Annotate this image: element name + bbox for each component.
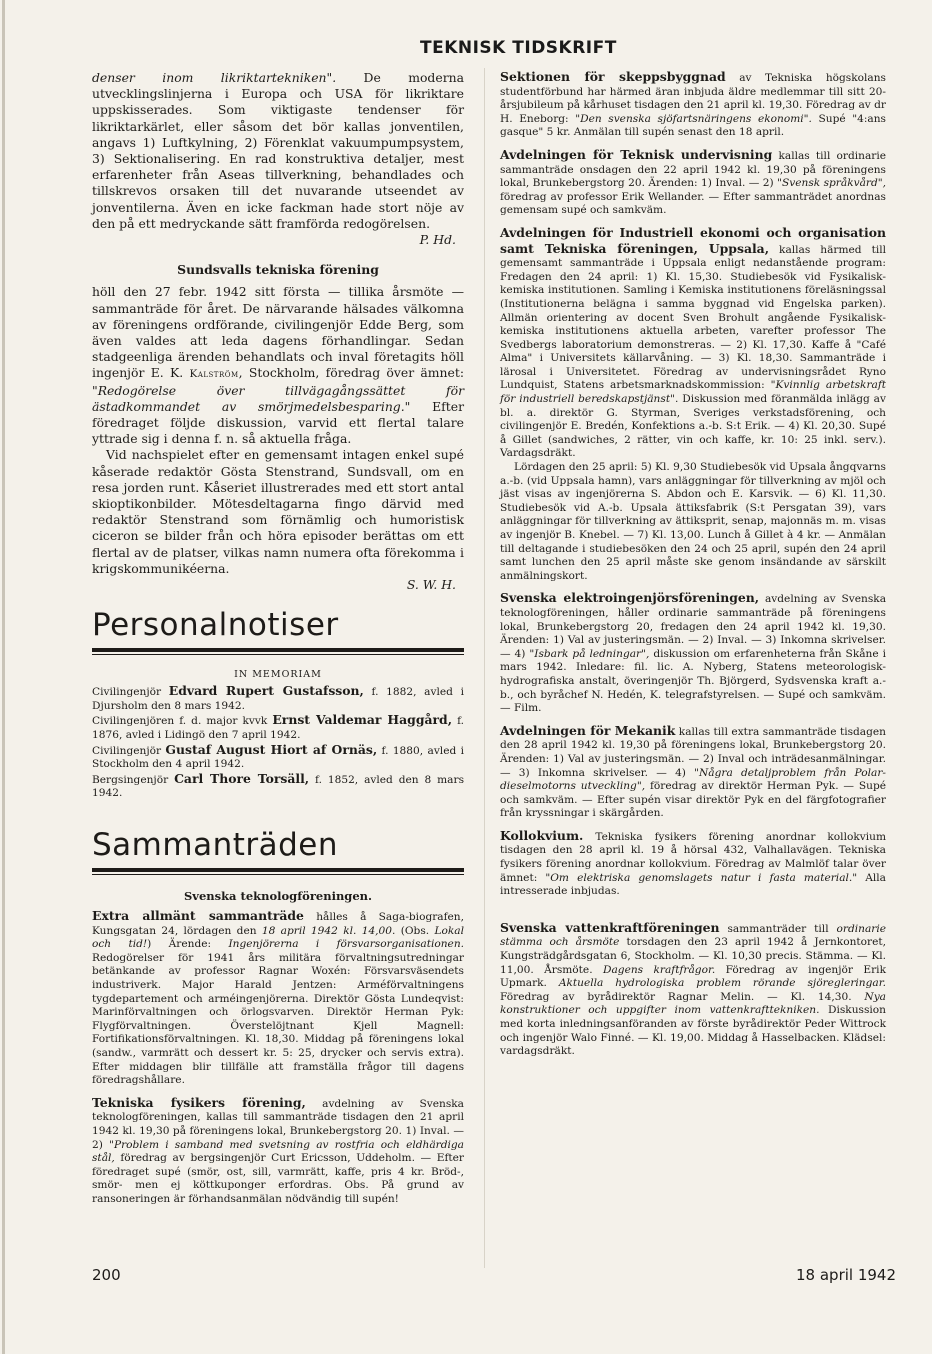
memoriam-entry (92, 684, 464, 713)
entry-pre: Civilingenjör (92, 686, 169, 699)
vatten-c: Föredrag av ingenjör Erik Upmark. (500, 963, 886, 990)
mekanik-paragraph (500, 724, 886, 821)
elektro-a: avdelning av Svenska teknologföreningen, håller ordinarie sammanträde på föreningens lokal, Brunkebergstorg 20, fredagen den 24 april 1942 kl. 19,30. Ärenden: 1) Val av justeringsmän. — 2) Inval. — 3) Inkomna skrivelser. — 4) (500, 593, 887, 660)
issue-date: 18 april 1942 (796, 1266, 897, 1284)
sundsvall-heading: Sundsvalls tekniska förening (177, 262, 379, 278)
skepps-a: av Tekniska högskolans studentförbund har härmed äran inbjuda äldre medlemmar till sitt 20-årsjubileum på kårhuset tisdagen den 21 april kl. 19,30. Föredrag av dr H. Eneborg: (500, 72, 886, 125)
fysiker-paragraph (92, 1096, 464, 1207)
entry-pre: Civilingenjören f. d. major kvvk (92, 715, 273, 728)
entry-post: f. 1880, avled i Stockholm den 4 april 1942. (92, 744, 464, 771)
heading-rule-thin (92, 654, 464, 655)
kollokvium-b: Alla intresserade inbjudas. (500, 871, 886, 898)
personalnotiser-heading: Personalnotiser (92, 607, 339, 644)
skepps-title: "Den svenska sjöfartsnäringens ekonomi". (575, 112, 812, 125)
deceased-name: Gustaf August Hiort af Ornäs, (165, 741, 378, 757)
extra-meeting-head: Extra allmänt sammanträde (92, 908, 304, 924)
deceased-name: Ernst Valdemar Haggård, (272, 712, 453, 728)
industriell-paragraph (500, 226, 886, 461)
page-edge (2, 0, 5, 1354)
deceased-name: Edvard Rupert Gustafsson, (168, 683, 364, 699)
intro-text: De moderna utvecklingslinjerna i Europa och USA för likriktare uppskisserades. Som viktigaste tendenser för likriktarkärlet, eller såsom det bör kallas jonventilen, angavs 1) Luftkylning, 2) Förenklat vakuumpumpsystem, 3) Sektionalisering. En rad konstruktiva detaljer, mest erfarenheter från Aseas tillverkning, behandlades och tillskrevos orsaken till det nuvarande utseendet av jonventilerna. Även en icke fackman hade stort nöje av den på ett medryckande sätt framförda redogörelsen. (92, 70, 464, 231)
extra-c: Lokal och tid! (92, 924, 465, 951)
journal-title: TEKNISK TIDSKRIFT (420, 38, 617, 58)
extra-meeting-paragraph (92, 909, 464, 1088)
page-number: 200 (92, 1266, 121, 1284)
in-memoriam-label: IN MEMORIAM (234, 669, 322, 681)
sundsvall-p1b: , Stockholm, föredrag över ämnet: (238, 365, 465, 381)
sundsvall-paragraph-2: Vid nachspielet efter en gemensamt intagen enkel supé kåserade redaktör Gösta Stenstrand, Sundsvall, om en resa jorden runt. Kåseriet illustrerades med ett stort antal skioptikonbilder. Mötesdeltagarna fingo därvid med redaktör Stenstrand som förnämlig och humoristisk ciceron se bilder från och höra episoder berättas om ett flertal av de platser, vilkas namn numera ofta förekomma i krigskommunikéerna. (92, 447, 464, 576)
vattenkraft-head: Svenska vattenkraftföreningen (500, 919, 720, 935)
fysiker-a: avdelning av Svenska teknologföreningen, kallas till sammanträde tisdagen den 21 april 1942 kl. 19,30 på föreningens lokal, Brunkebergstorg 20. 1) Inval. — 2) (92, 1097, 465, 1151)
industriell-title: "Kvinnlig arbetskraft för industriell beredskapstjänst". (500, 379, 886, 406)
industriell-b: Diskussion med föranmälda inlägg av bl. a. direktör G. Styrman, Sveriges verkstadsförening, och civilingenjör E. Bredén, Konfektions a.-b. S:t Erik. — 4) Kl. 20,30. Supé å Gillet (sandwiches, 2 rätter, vin och kaffe, kr. 10: 25 inkl. serv.). Vardagsdräkt. (500, 393, 886, 460)
sundsvall-p1c: Efter föredraget följde diskussion, varvid ett flertal talare yttrade sig i denna f. n. så aktuella fråga. (92, 398, 464, 447)
column-divider (484, 68, 485, 1268)
vatten-a: sammanträder till (719, 922, 837, 935)
elektro-title: "Isbark på ledningar", (529, 647, 650, 660)
sundsvall-p1a: höll den 27 febr. 1942 sitt första — tillika årsmöte — sammanträde för året. De närvarande hälsades välkomna av föreningens ordförande, civilingenjör Edde Berg, som även valdes att leda dagens förhandlingar. Sedan stadgeenliga ärenden behandlats och inval företagits höll ingenjör E. K. (92, 284, 464, 381)
memoriam-entry (92, 743, 464, 772)
kollokvium-title: "Om elektriska genomslagets natur i fasta material." (545, 871, 858, 884)
extra-f: Redogörelser för 1941 års militära förvaltningsutredningar betänkande av professor Ragnar Woxén: Försvarsväsendets industriverk. Major Harald Jentzen: Arméförvaltningens tygdepartement och arméingenjörerna. Direktör Gösta Lundeqvist: Marinförvaltningen och örlogsvarven. Direktör Herman Pyk: Flygförvaltningen. Överstelöjtnant Kjell Magnell: Fortifikationsförvaltningen. Kl. 18,30. Middag på föreningens lokal (sandw., varmrätt och dessert kr. 5: 25, drycker och servis extra). Efter middagen blir tillfälle att framställa frågor till dagens föredragshållare. (92, 951, 464, 1087)
vatten-e: Diskussion med korta inledningsanföranden av förste byrådirektör Peder Wittrock och ingenjör Walo Finné. — Kl. 19,00. Middag å Hasselbacken. Klädsel: vardagsdräkt. (500, 1004, 887, 1058)
sundsvall-paragraph-1 (92, 284, 464, 447)
heading-rule (92, 868, 464, 872)
undervisning-title: "Svensk språkvård", (777, 177, 886, 190)
intro-paragraph (92, 70, 464, 232)
memoriam-entry (92, 772, 464, 801)
industriell-head: Avdelningen för Industriell ekonomi och organisation samt Tekniska föreningen, Uppsala, (500, 224, 886, 256)
vatten-title-2: Aktuella hydrologiska problem rörande sjöregleringar. (558, 977, 886, 990)
vatten-title-1: Dagens kraftfrågor. (602, 963, 716, 976)
extra-e: Ingenjörerna i försvarsorganisationen. (228, 938, 465, 951)
right-column (500, 70, 886, 1059)
industriell-paragraph-2: Lördagen den 25 april: 5) Kl. 9,30 Studiebesök vid Upsala ångqvarns a.-b. (vid Uppsala hamn), vars anläggningar för tillverkning av mjöl och jäst visas av ingenjörerna S. Abdon och E. Karsvik. — 6) Kl. 11,30. Studiebesök vid A.-b. Upsala ättiksfabrik (S:t Persgatan 39), vars anläggningar för tillverkning av ättiksprit, senap, majonnäs m. m. visas av ingenjör B. Knebel. — 7) Kl. 13,00. Lunch å Gillet à 4 kr. — Anmälan till deltagande i studiebesöken den 24 och 25 april, supén den 24 april samt lunchen den 25 april måste ske genom insändande av särskilt anmälningskort. (500, 461, 886, 582)
vatten-b: torsdagen den 23 april 1942 å Jernkontoret, Kungsträdgårdsgatan 6, Stockholm. — Kl. 10,30 precis. Stämma. — Kl. 11,00. Årsmöte. (500, 936, 886, 976)
heading-rule (92, 648, 464, 652)
kollokvium-paragraph (500, 829, 886, 899)
extra-b: (Obs. (395, 924, 435, 937)
elektro-b: diskussion om erfarenheterna från Skåne i mars 1942. Inledare: fil. lic. A. Nyberg, Statens meteorologisk-hydrografiska anstalt, överingenjör Th. Björgerd, Sydsvenska kraft a.-b., och byråchef N. Hedén, K. telegrafstyrelsen. — Supé och samkväm. — Film. (500, 647, 886, 715)
left-column (92, 70, 464, 1207)
vattenkraft-paragraph (500, 921, 886, 1059)
teknolog-org-heading: Svenska teknologföreningen. (183, 889, 373, 904)
speaker-name: Kalström (189, 368, 239, 381)
lecture-title: "Redogörelse över tillvägagångssättet för ästadkommandet av smörjmedelsbesparing." (92, 382, 464, 414)
mekanik-head: Avdelningen för Mekanik (500, 722, 676, 738)
deceased-name: Carl Thore Torsäll, (174, 770, 310, 786)
extra-a: hålles å Saga-biografen, Kungsgatan 24, lördagen den (92, 911, 464, 937)
intro-signature: P. Hd. (419, 232, 456, 248)
entry-pre: Bergsingenjör (92, 773, 175, 786)
mekanik-title: "Några detaljproblem från Polar-dieselmotorns utveckling", (500, 766, 886, 793)
vatten-d: Föredrag av byrådirektör Ragnar Melin. — Kl. 14,30. (500, 990, 865, 1003)
skeppsbyggnad-head: Sektionen för skeppsbyggnad (500, 69, 726, 84)
memoriam-entry (92, 713, 464, 742)
entry-pre: Civilingenjör (92, 744, 166, 757)
vatten-title-3: Nya konstruktioner och uppgifter inom vattenkrafttekniken. (500, 990, 886, 1017)
kollokvium-head: Kollokvium. (500, 827, 584, 843)
undervisning-paragraph (500, 148, 886, 218)
elektro-paragraph (500, 591, 886, 715)
sammantraden-heading: Sammanträden (92, 827, 339, 864)
skepps-b: Supé "4:ans gasque" 5 kr. Anmälan till supén senast den 18 april. (500, 112, 886, 139)
kollokvium-a: Tekniska fysikers förening anordnar kollokvium tisdagen den 28 april kl. 19 å hörsal 432, Valhallavägen. Tekniska fysikers förening anordnar kollokvium. Föredrag av Malmlöf talar över ämnet: (500, 830, 886, 884)
industriell-a: kallas härmed till gemensamt sammanträde i Uppsala enligt nedanstående program: Fredagen den 24 april: 1) Kl. 15,30. Studiebesök vid Fysikalisk-kemiska institutionen. Samling i Kemiska institutionens föreläsningssal (Institutionerna belägna i samma byggnad vid Engelska parken). Allmän orientering av docent Sven Brohult angående Fysikalisk-kemiska institutionens aktuella arbeten, varefter professor The Svedbergs laboratorium demonstreras. — 2) Kl. 17,30. Kaffe å "Café Alma" i Universitets källarvåning. — 3) Kl. 18,30. Sammanträde i lärosal i Universitetet. Föredrag av undervisningsrådet Ryno Lundquist, Statens arbetsmarknadskommission: (500, 243, 887, 392)
fysiker-head: Tekniska fysikers förening, (92, 1094, 306, 1110)
mekanik-a: kallas till extra sammanträde tisdagen den 28 april 1942 kl. 19,30 på föreningens lokal, Brunkebergstorg 20. Ärenden: 1) Val av justeringsmän. — 2) Inval och inträdesanmälningar. — 3) Inkomna skrivelser. — 4) (500, 725, 886, 779)
undervisning-b: föredrag av professor Erik Wellander. — Efter sammanträdet anordnas gemensam supé och samkväm. (500, 190, 886, 217)
heading-rule-thin (92, 874, 464, 875)
undervisning-head: Avdelningen för Teknisk undervisning (500, 146, 773, 162)
entry-post: f. 1876, avled i Lidingö den 7 april 1942. (92, 715, 464, 742)
undervisning-a: kallas till ordinarie sammanträde onsdagen den 22 april 1942 kl. 19,30 på föreningens lokal, Brunkebergstorg 20. Ärenden: 1) Inval. — 2) (500, 149, 886, 190)
mekanik-b: föredrag av direktör Herman Pyk. — Supé och samkväm. — Efter supén visar direktör Pyk en del färgfotografier från kryssningar i skärgården. (500, 780, 887, 820)
skeppsbyggnad-paragraph (500, 70, 886, 140)
sundsvall-signature: S. W. H. (406, 577, 456, 593)
extra-d: ) Ärende: (147, 938, 229, 951)
fysiker-title: "Problem i samband med svetsning av rostfria och eldhärdiga stål, (92, 1138, 464, 1165)
intro-lead: denser inom likriktartekniken". (92, 70, 337, 85)
vatten-ital: ordinarie stämma och årsmöte (500, 922, 886, 949)
elektro-head: Svenska elektroingenjörsföreningen, (500, 590, 760, 606)
fysiker-b: föredrag av bergsingenjör Curt Ericsson, Uddeholm. — Efter föredraget supé (smör, ost, sill, varmrätt, kaffe, pris 4 kr. Bröd-, smör- men ej köttkuponger erfordras. Obs. På grund av ransoneringen är förhandsanmälan nödvändig till supén! (92, 1152, 464, 1205)
extra-date: 18 april 1942 kl. 14,00. (261, 924, 396, 937)
entry-post: f. 1852, avled den 8 mars 1942. (92, 773, 465, 800)
entry-post: f. 1882, avled i Djursholm den 8 mars 1942. (92, 686, 464, 712)
